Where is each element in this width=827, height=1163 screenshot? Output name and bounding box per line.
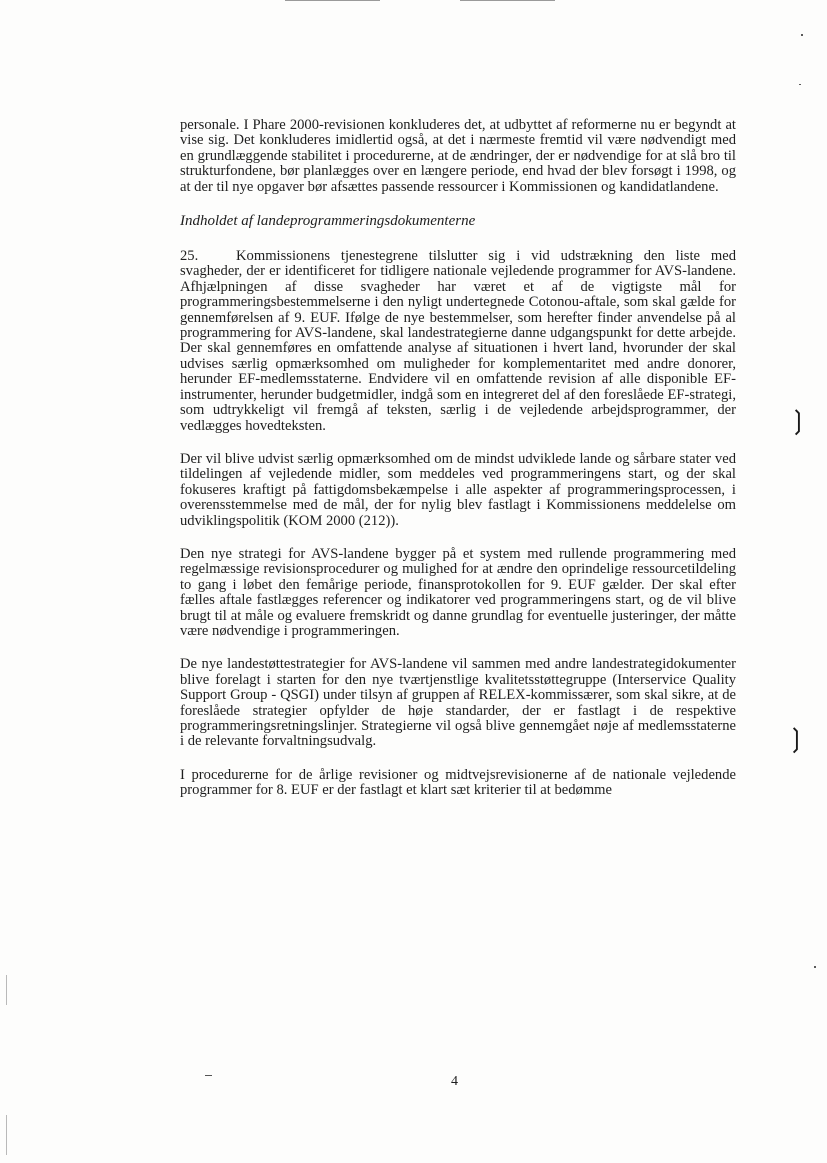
document-body xyxy=(180,118,736,817)
scan-speck xyxy=(799,84,801,85)
body-paragraph: I procedurerne for de årlige revisioner og midtvejsrevisionerne af de nationale vejledende programmer for 8. EUF er der fastlagt et klart sæt kriterier til at bedømme xyxy=(180,766,736,799)
paragraph-number: 25. xyxy=(180,248,199,265)
body-paragraph: personale. I Phare 2000-revisionen konkluderes det, at udbyttet af reformerne nu er begyndt at vise sig. Det konkluderes imidlertid også, at det i nærmeste fremtid vil være nødvendigt med en grundlæggende stabilitet i procedurerne, at de ændringer, der er nødvendige for at slå bro til strukturfondene, bør planlægges over en længere periode, end hvad der blev forsøgt i 1998, og at der til nye opgaver bør afsættes passende ressourcer i Kommissionen og kandidatlandene. xyxy=(180,117,736,195)
punch-hole-mark-icon: ❳ xyxy=(787,406,809,436)
footer-mark xyxy=(205,1075,212,1076)
top-edge-rule xyxy=(285,0,380,1)
top-edge-rule xyxy=(460,0,555,1)
scan-edge-line xyxy=(6,975,7,1005)
section-heading: Indholdet af landeprogrammeringsdokumenterne xyxy=(180,213,476,230)
punch-hole-mark-icon: ❳ xyxy=(785,724,807,754)
numbered-paragraph xyxy=(180,249,736,434)
page-number: 4 xyxy=(451,1074,458,1089)
body-paragraph: Der vil blive udvist særlig opmærksomhed om de mindst udviklede lande og sårbare stater ved tildelingen af vejledende midler, som meddeles ved programmeringens start, og der skal fokuseres kraftigt på fattigdomsbekæmpelse i alle aspekter af programmeringsprocessen, i overensstemmelse med de mål, der for nylig blev fastlagt i Kommissionens meddelelse om udviklingspolitik (KOM 2000 (212)). xyxy=(180,450,736,529)
paragraph-text: Kommissionens tjenestegrene tilslutter sig i vid udstrækning den liste med svagheder, der er identificeret for tidligere nationale vejledende programmer for AVS-landene. Afhjælpningen af disse svagheder har været et af de vigtigste mål for programmeringsbestemmelserne i den nyligt undertegnede Cotonou-aftale, som skal gælde for gennemførelsen af 9. EUF. Ifølge de nye bestemmelser, som herefter finder anvendelse på al programmering for AVS-landene, skal landestrategierne danne udgangspunkt for dette arbejde. Der skal gennemføres en omfattende analyse af situationen i hvert land, hvorunder der skal udvises særlig opmærksomhed om muligheder for komplementaritet med andre donorer, herunder EF-medlemsstaterne. Endvidere vil en omfattende revision af alle disponible EF-instrumenter, herunder budgetmidler, indgå som en integreret del af den foreslåede EF-strategi, som udtrykkeligt vil fremgå af teksten, særlig i de vejledende arbejdsprogrammer, der vedlægges hovedteksten. xyxy=(180,248,736,434)
scan-speck xyxy=(814,966,816,968)
body-paragraph: Den nye strategi for AVS-landene bygger på et system med rullende programmering med regelmæssige revisionsprocedurer og mulighed for at ændre den oprindelige ressourcetildeling to gang i løbet den femårige periode, finansprotokollen for 9. EUF gælder. Der skal efter fælles aftale fastlægges referencer og indikatorer ved programmeringens start, og de vil blive brugt til at måle og evaluere fremskridt og danne grundlag for eventuelle justeringer, der måtte være nødvendige i programmeringen. xyxy=(180,545,736,639)
scan-edge-line xyxy=(6,1115,7,1155)
body-paragraph: De nye landestøttestrategier for AVS-landene vil sammen med andre landestrategidokumenter blive forelagt i starten for den nye tværtjenstlige kvalitetsstøttegruppe (Interservice Quality Support Group - QSGI) under tilsyn af gruppen af RELEX-kommissærer, som skal sikre, at de foreslåede strategier opfylder de høje standarder, der er fastlagt i de respektive programmeringsretningslinjer. Strategierne vil også blive gennemgået nøje af medlemsstaterne i de relevante forvaltningsudvalg. xyxy=(180,656,736,750)
scan-speck xyxy=(801,34,803,36)
